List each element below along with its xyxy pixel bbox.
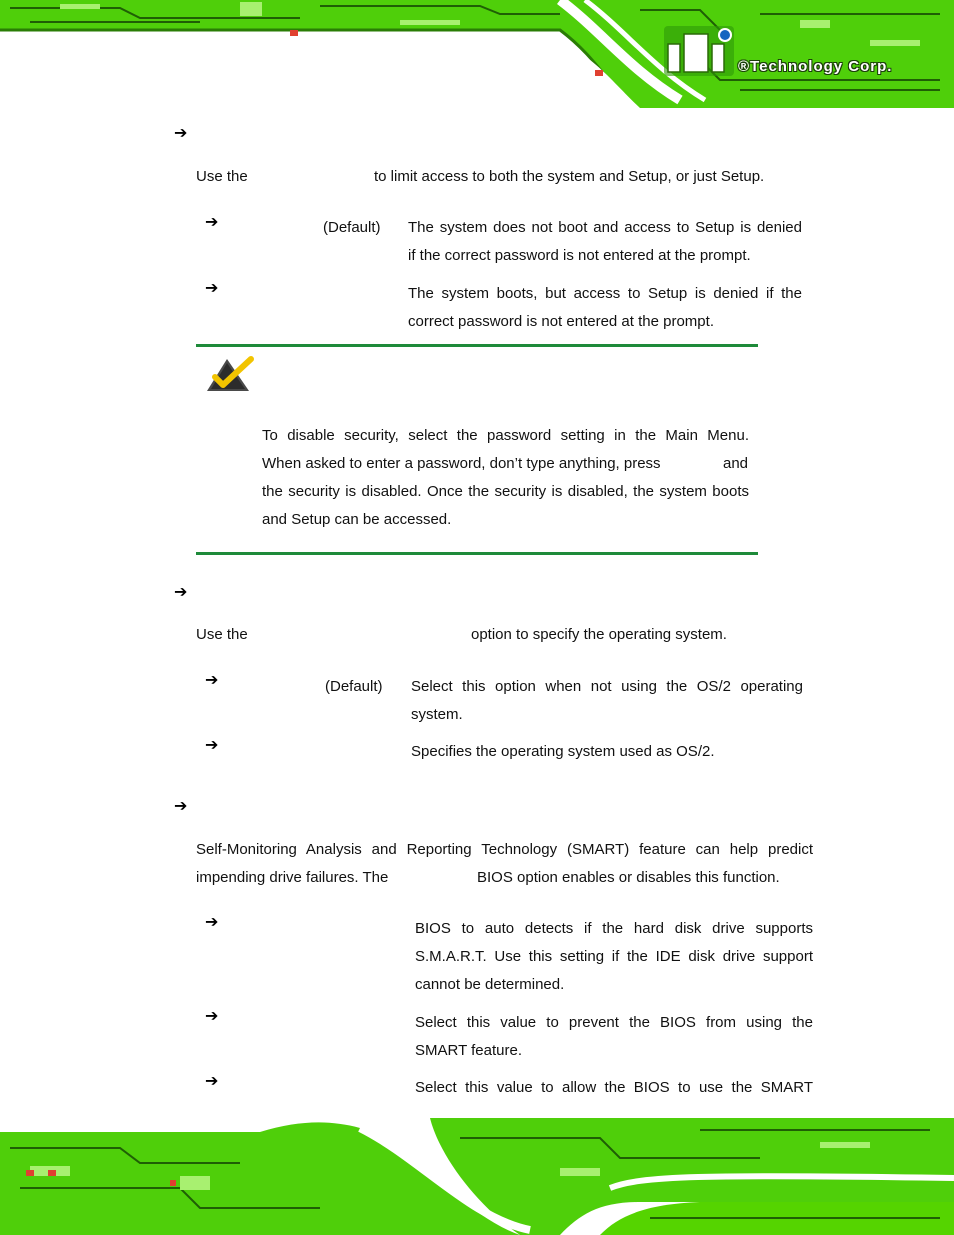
circuit-board-footer-graphic [0,1118,954,1235]
section-arrow-icon: ➔ [174,584,188,601]
note-line: When asked to enter a password, don’t type anything, press [262,455,661,472]
option-description: if the correct password is not entered at the prompt. [408,247,751,264]
option-arrow-icon: ➔ [205,672,219,689]
note-line: To disable security, select the password setting in the Main Menu. [262,427,749,444]
password-intro-tail: to limit access to both the system and Setup, or just Setup. [374,168,765,185]
note-line: the security is disabled. Once the security is disabled, the system boots [262,483,749,500]
smart-intro-line: impending drive failures. The [196,869,389,886]
footer-banner [0,1118,954,1235]
os2-intro-lead: Use the [196,626,248,643]
option-description: Specifies the operating system used as OS/2. [411,743,715,760]
option-description: correct password is not entered at the prompt. [408,313,714,330]
option-arrow-icon: ➔ [205,914,219,931]
option-arrow-icon: ➔ [205,214,219,231]
os2-intro-tail: option to specify the operating system. [471,626,727,643]
circuit-board-header-graphic [0,0,954,112]
option-description: The system boots, but access to Setup is denied if the [408,285,802,302]
iei-logo [664,26,734,76]
option-arrow-icon: ➔ [205,1073,219,1090]
header-banner [0,0,954,112]
option-description: The system does not boot and access to Setup is denied [408,219,802,236]
password-intro-lead: Use the [196,168,248,185]
option-description: S.M.A.R.T. Use this setting if the IDE disk drive support [415,948,813,965]
option-arrow-icon: ➔ [205,280,219,297]
smart-intro-line: Self-Monitoring Analysis and Reporting Technology (SMART) feature can help predict [196,841,813,858]
option-description: system. [411,706,463,723]
option-arrow-icon: ➔ [205,1008,219,1025]
option-description: BIOS to auto detects if the hard disk drive supports [415,920,813,937]
option-description: Select this value to prevent the BIOS from using the [415,1014,813,1031]
note-top-rule [196,344,758,347]
option-default-tag: (Default) [325,678,383,695]
note-checkmark-icon [205,355,255,393]
brand-name: ®Technology Corp. [738,58,893,75]
option-arrow-icon: ➔ [205,737,219,754]
option-description: SMART feature. [415,1042,522,1059]
option-description: cannot be determined. [415,976,565,993]
note-line: and Setup can be accessed. [262,511,452,528]
option-default-tag: (Default) [323,219,381,236]
note-line: and [723,455,749,472]
section-arrow-icon: ➔ [174,798,188,815]
option-description: Select this option when not using the OS/2 operating [411,678,803,695]
section-arrow-icon: ➔ [174,125,188,142]
smart-intro-line: BIOS option enables or disables this function. [477,869,780,886]
option-description: Select this value to allow the BIOS to use the SMART [415,1079,813,1096]
note-bottom-rule [196,552,758,555]
